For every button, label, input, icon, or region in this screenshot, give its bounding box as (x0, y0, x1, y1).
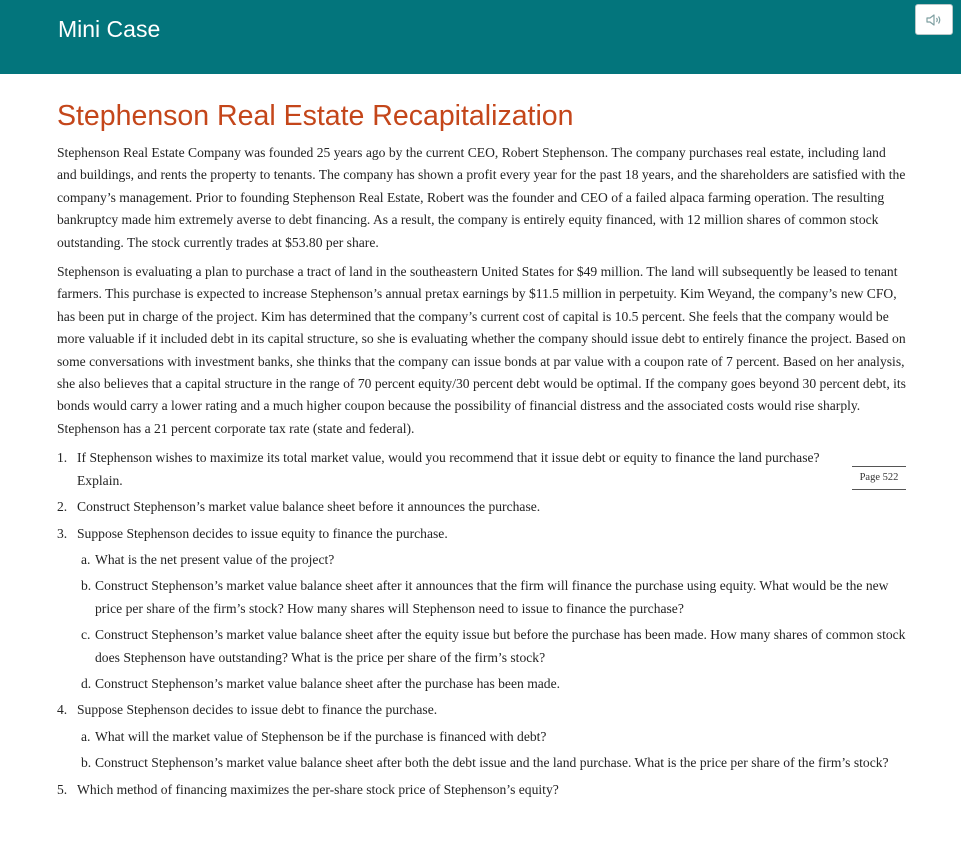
sub-question-letter: c. (81, 627, 91, 643)
sub-question-text: Construct Stephenson’s market value balance sheet after both the debt issue and the land purchase. What is the price per share of the firm’s stock? (95, 755, 889, 771)
case-paragraph-2: Stephenson is evaluating a plan to purchase a tract of land in the southeastern United States for $49 million. The land will subsequently be leased to tenant farmers. This purchase is expected to increase Stephenson’s annual pretax earnings by $11.5 million in perpetuity. Kim Weyand, the company’s new CFO, has been put in charge of the project. Kim has determined that the company’s current cost of capital is 10.5 percent. She feels that the company would be more valuable if it included debt in its capital structure, so she is evaluating whether the company should issue debt to entirely finance the project. Based on some conversations with investment banks, she thinks that the company can issue bonds at par value with a coupon rate of 7 percent. Based on her analysis, she also believes that a capital structure in the range of 70 percent equity/30 percent debt would be optimal. If the company goes beyond 30 percent debt, its bonds would carry a lower rating and a much higher coupon because the possibility of financial distress and the associated costs would rise sharply. Stephenson has a 21 percent corporate tax rate (state and federal). (57, 264, 906, 436)
sub-question-text: Construct Stephenson’s market value balance sheet after the purchase has been made. (95, 675, 561, 691)
sub-question-text: Construct Stephenson’s market value balance sheet after the equity issue but before the purchase has been made. How many shares of common stock does Stephenson have outstanding? What is the price per share of the firm’s stock? (95, 627, 906, 665)
sub-question-list (57, 726, 907, 775)
sub-question-item (81, 673, 907, 695)
case-title: Stephenson Real Estate Recapitalization (57, 100, 574, 132)
question-item (57, 496, 907, 518)
audio-button[interactable] (915, 4, 953, 35)
sub-question-item (81, 575, 907, 620)
page-marker: Page 522 (852, 466, 906, 490)
sub-question-letter: b. (81, 755, 92, 771)
question-list (57, 447, 907, 801)
case-content (57, 98, 907, 805)
question-text: Suppose Stephenson decides to issue debt to finance the purchase. (77, 702, 438, 718)
question-text: Which method of financing maximizes the per-share stock price of Stephenson’s equity? (77, 781, 559, 797)
sub-question-text: What is the net present value of the project? (95, 551, 335, 567)
sub-question-list (57, 549, 907, 695)
sub-question-letter: a. (81, 551, 91, 567)
sub-question-text: Construct Stephenson’s market value balance sheet after it announces that the firm will finance the purchase using equity. What would be the new price per share of the firm’s stock? How many shares will Stephenson need to issue to finance the purchase? (95, 578, 889, 616)
question-item (57, 699, 907, 774)
header-title: Mini Case (58, 16, 161, 42)
question-number: 2. (57, 499, 68, 515)
question-text: Construct Stephenson’s market value balance sheet before it announces the purchase. (77, 499, 541, 515)
question-text: Suppose Stephenson decides to issue equity to finance the purchase. (77, 525, 448, 541)
sub-question-text: What will the market value of Stephenson be if the purchase is financed with debt? (95, 728, 547, 744)
question-number: 3. (57, 525, 68, 541)
question-item (57, 447, 907, 492)
question-item (57, 779, 907, 801)
question-item (57, 523, 907, 696)
sub-question-item (81, 549, 907, 571)
sub-question-letter: d. (81, 675, 92, 691)
sub-question-item (81, 726, 907, 748)
question-text: If Stephenson wishes to maximize its total market value, would you recommend that it issue debt or equity to finance the land purchase? Explain. (77, 450, 820, 488)
header-bar (0, 0, 961, 74)
sub-question-letter: b. (81, 578, 92, 594)
speaker-icon (925, 13, 943, 27)
sub-question-item (81, 752, 907, 774)
question-number: 5. (57, 781, 68, 797)
case-paragraph-1: Stephenson Real Estate Company was founded 25 years ago by the current CEO, Robert Stephenson. The company purchases real estate, including land and buildings, and rents the property to tenants. The company has shown a profit every year for the past 18 years, and the shareholders are satisfied with the company’s management. Prior to founding Stephenson Real Estate, Robert was the founder and CEO of a failed alpaca farming operation. The resulting bankruptcy made him extremely averse to debt financing. As a result, the company is entirely equity financed, with 12 million shares of common stock outstanding. The stock currently trades at $53.80 per share. (57, 145, 906, 250)
question-number: 4. (57, 702, 68, 718)
sub-question-letter: a. (81, 728, 91, 744)
question-number: 1. (57, 450, 68, 466)
sub-question-item (81, 624, 907, 669)
